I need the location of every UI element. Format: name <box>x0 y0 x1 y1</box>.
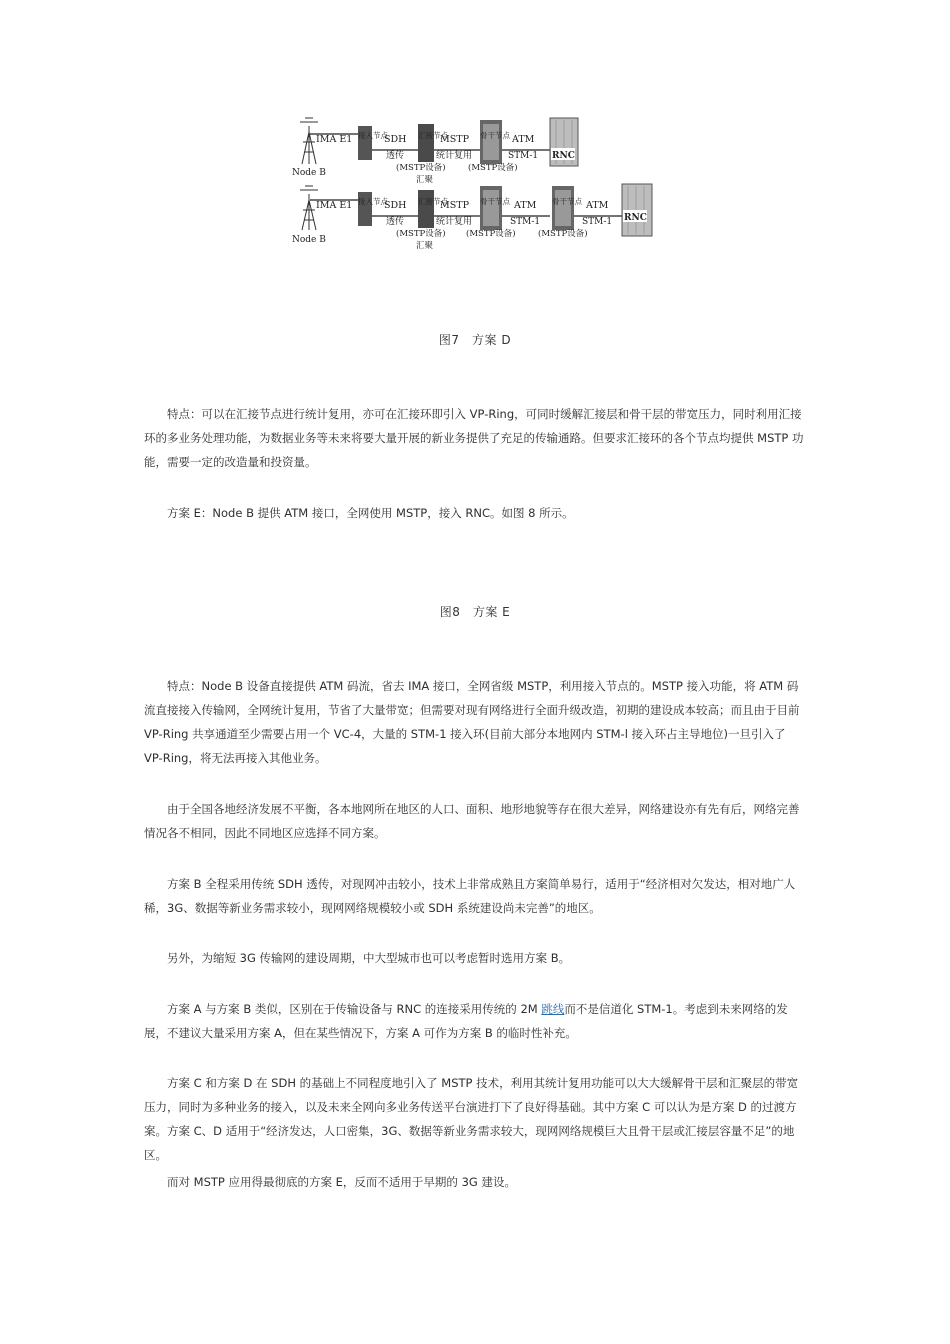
paragraph-regional-differences: 由于全国各地经济发展不平衡，各本地网所在地区的人口、面积、地形地貌等存在很大差异，网络建设亦有先有后，网络完善情况各不相同，因此不同地区应选择不同方案。 <box>144 802 800 840</box>
paragraph-scheme-e: 方案 E：Node B 提供 ATM 接口，全网使用 MSTP，接入 RNC。如图 8 所示。 <box>167 506 574 520</box>
jumper-link[interactable]: 跳线 <box>541 1002 565 1016</box>
paragraph-scheme-a <box>144 997 806 1045</box>
sdh-label-1: SDH <box>384 134 407 145</box>
paragraph-features-e: 特点：Node B 设备直接提供 ATM 码流，省去 IMA 接口，全网省级 MSTP，利用接入节点的。MSTP 接入功能，将 ATM 码流直接接入传输网，全网统计复用，节省了大量带宽；但需要对现有网络进行全面升级改造，初期的建设成本较高；而且由于目前 VP-Ring 共享通道至少需要占用一个 VC-4，大量的 STM-1 接入环(目前大部分本地网内 STM-l 接入环占主导地位)一旦引入了 VP-Ring，将无法再接入其他业务。 <box>144 679 800 765</box>
backbone-node-label-2b: 骨干节点 <box>552 197 582 206</box>
ima-e1-label-2: IMA E1 <box>316 200 353 211</box>
agg-node-box-2 <box>418 190 434 228</box>
figure-7-diagram <box>288 112 660 252</box>
node-b-label-1: Node B <box>292 168 326 178</box>
backbone-node-label-2a: 骨干节点 <box>480 197 510 206</box>
figure-8-caption: 图8 方案 E <box>439 605 511 619</box>
access-node-label-1: 接入节点 <box>358 131 388 140</box>
diagram-row-2 <box>292 184 652 251</box>
sdh-sub-label-2: 透传 <box>386 217 405 227</box>
backbone-sub-label-1: (MSTP设备) <box>468 163 518 173</box>
mstp-label-2: MSTP <box>440 200 469 211</box>
paragraph-features-d: 特点：可以在汇接节点进行统计复用，亦可在汇接环即引入 VP-Ring，可同时缓解汇接层和骨干层的带宽压力，同时利用汇接环的多业务处理功能，为数据业务等未来将要大量开展的新业务提供了充足的传输通路。但要求汇接环的各个节点均提供 MSTP 功能，需要一定的改造量和投资量。 <box>144 407 804 469</box>
agg-node-box-1 <box>418 124 434 162</box>
stm1-label-2a: STM-1 <box>510 217 541 227</box>
mstp-sub-label-1: 统计复用 <box>436 151 473 161</box>
diagram-row-1 <box>292 118 578 185</box>
scheme-a-text-start: 方案 A 与方案 B 类似，区别在于传输设备与 RNC 的连接采用传统的 2M <box>167 1002 542 1016</box>
node-b-label-2: Node B <box>292 235 326 245</box>
agg-node-label-1: 汇接节点 <box>418 131 448 140</box>
access-node-label-2: 接入节点 <box>358 197 388 206</box>
scheme-a-text-end: 而不是信道化 STM-1。考虑到未来网络的发展，不建议大量采用方案 A，但在某些情况下，方案 A 可作为方案 B 的临时性补充。 <box>144 1002 788 1040</box>
sdh-sub-label-1: 透传 <box>386 151 405 161</box>
mstp-label-1: MSTP <box>440 134 469 145</box>
agg-sub-label-2: (MSTP设备) <box>396 229 446 239</box>
agg-sub-label-1: (MSTP设备) <box>396 163 446 173</box>
figure-7-caption: 图7 方案 D <box>438 333 512 347</box>
paragraph-scheme-b: 方案 B 全程采用传统 SDH 透传，对现网冲击较小，技术上非常成熟且方案简单易行，适用于“经济相对欠发达，相对地广人稀，3G、数据等新业务需求较小，现网网络规模较小或 SDH 系统建设尚未完善”的地区。 <box>144 877 796 915</box>
agg-node-label-2: 汇接节点 <box>418 197 448 206</box>
stm1-label-2b: STM-1 <box>582 217 613 227</box>
agg-label-2: 汇聚 <box>416 241 434 251</box>
stm1-label-1: STM-1 <box>508 151 539 161</box>
rnc-label-1: RNC <box>552 151 575 161</box>
sdh-label-2: SDH <box>384 200 407 211</box>
atm-label-2b: ATM <box>586 200 609 211</box>
paragraph-scheme-e-conclusion: 而对 MSTP 应用得最彻底的方案 E，反而不适用于早期的 3G 建设。 <box>167 1175 516 1189</box>
backbone-sub-label-2b: (MSTP设备) <box>538 229 588 239</box>
backbone-node-label-1: 骨干节点 <box>480 131 510 140</box>
mstp-sub-label-2: 统计复用 <box>436 217 473 227</box>
agg-label-1: 汇聚 <box>416 175 434 185</box>
rnc-label-2: RNC <box>624 213 647 223</box>
atm-label-2a: ATM <box>514 200 537 211</box>
ima-e1-label-1: IMA E1 <box>316 134 353 145</box>
paragraph-short-cycle: 另外，为缩短 3G 传输网的建设周期，中大型城市也可以考虑暂时选用方案 B。 <box>167 951 571 965</box>
backbone-sub-label-2a: (MSTP设备) <box>466 229 516 239</box>
paragraph-scheme-c-d: 方案 C 和方案 D 在 SDH 的基础上不同程度地引入了 MSTP 技术，利用其统计复用功能可以大大缓解骨干层和汇聚层的带宽压力，同时为多种业务的接入，以及未来全网向多业务传送平台演进打下了良好得基础。其中方案 C 可以认为是方案 D 的过渡方案。方案 C、D 适用于“经济发达，人口密集，3G、数据等新业务需求较大，现网网络规模巨大且骨干层或汇接层容量不足”的地区。 <box>144 1076 799 1162</box>
atm-label-1: ATM <box>512 134 535 145</box>
